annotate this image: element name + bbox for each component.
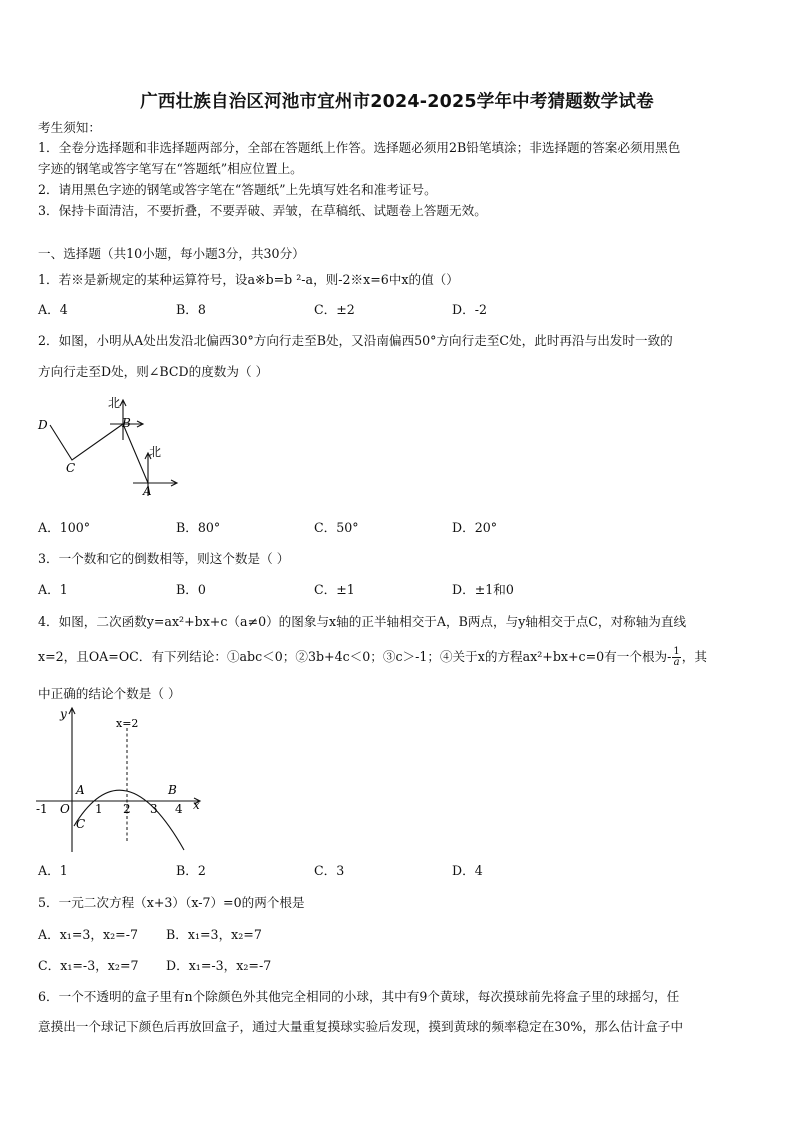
q4-option-d: D．4 bbox=[452, 863, 483, 878]
tick-label: -1 bbox=[36, 802, 48, 816]
point-b-label: B bbox=[168, 783, 177, 797]
question-2-stem-cont: 方向行走至D处，则∠BCD的度数为（ ） bbox=[38, 364, 269, 379]
q5-option-c: C．x₁=-3，x₂=7 bbox=[38, 958, 139, 973]
question-6-stem: 6．一个不透明的盒子里有n个除颜色外其他完全相同的小球，其中有9个黄球，每次摸球前先将盒子里的球摇匀，任 bbox=[38, 989, 680, 1004]
q2-option-c: C．50° bbox=[314, 520, 359, 535]
fraction-denominator: a bbox=[673, 657, 680, 668]
q1-option-d: D．-2 bbox=[452, 302, 487, 317]
notice-item: 2．请用黑色字迹的钢笔或答字笔在“答题纸”上先填写姓名和准考证号。 bbox=[38, 182, 437, 197]
q5-option-d: D．x₁=-3，x₂=-7 bbox=[166, 958, 272, 973]
page-title: 广西壮族自治区河池市宜州市2024-2025学年中考猜题数学试卷 bbox=[140, 92, 654, 112]
q1-option-b: B．8 bbox=[176, 302, 206, 317]
tick-label: 4 bbox=[175, 802, 183, 816]
q4-option-c: C．3 bbox=[314, 863, 345, 878]
q2-option-d: D．20° bbox=[452, 520, 498, 535]
q2-option-a: A．100° bbox=[38, 520, 91, 535]
q4-option-b: B．2 bbox=[176, 863, 206, 878]
origin-label: O bbox=[60, 802, 70, 816]
x-axis-label: x bbox=[193, 798, 200, 812]
notice-item: 字迹的钢笔或答字笔写在“答题纸”相应位置上。 bbox=[38, 161, 303, 176]
tick-label: 3 bbox=[150, 802, 158, 816]
tick-label: 2 bbox=[123, 802, 131, 816]
q4-line-tail: ，其 bbox=[681, 649, 707, 664]
question-3-stem: 3．一个数和它的倒数相等，则这个数是（ ） bbox=[38, 551, 290, 566]
point-c-label: C bbox=[76, 817, 86, 831]
section-heading: 一、选择题（共10小题，每小题3分，共30分） bbox=[38, 246, 305, 261]
notice-item: 3．保持卡面清洁，不要折叠，不要弄破、弄皱，在草稿纸、试题卷上答题无效。 bbox=[38, 203, 487, 218]
q3-option-a: A．1 bbox=[38, 582, 68, 597]
question-5-stem: 5．一元二次方程（x+3）（x-7）=0的两个根是 bbox=[38, 895, 305, 910]
notice-item: 1．全卷分选择题和非选择题两部分，全部在答题纸上作答。选择题必须用2B铅笔填涂；非选择题的答案必须用黑色 bbox=[38, 140, 681, 155]
q3-option-d: D．±1和0 bbox=[452, 582, 514, 597]
q4-conclusions-text: x=2，且OA=OC．有下列结论：①abc＜0；②3b+4c＜0；③c＞-1；④关于x的方程ax²+bx+c=0有一个根为- bbox=[38, 649, 672, 664]
point-d-label: D bbox=[38, 418, 48, 432]
question-4-stem-cont: 中正确的结论个数是（ ） bbox=[38, 686, 181, 701]
point-a-label: A bbox=[76, 783, 85, 797]
q3-option-b: B．0 bbox=[176, 582, 206, 597]
north-label: 北 bbox=[108, 396, 121, 410]
fraction-one-over-a bbox=[672, 647, 680, 668]
question-4-stem: 4．如图，二次函数y=ax²+bx+c（a≠0）的图象与x轴的正半轴相交于A，B两点，与y轴相交于点C，对称轴为直线 bbox=[38, 614, 687, 629]
notice-heading: 考生须知： bbox=[38, 120, 101, 135]
q1-option-c: C．±2 bbox=[314, 302, 355, 317]
point-c-label: C bbox=[66, 461, 76, 475]
point-a-label: A bbox=[143, 484, 152, 498]
fraction-numerator: 1 bbox=[673, 646, 680, 657]
q5-option-a: A．x₁=3，x₂=-7 bbox=[38, 927, 138, 942]
north-label: 北 bbox=[149, 445, 162, 459]
question-1-stem: 1．若※是新规定的某种运算符号，设a※b=b ²-a，则-2※x=6中x的值（） bbox=[38, 272, 459, 287]
question-6-stem-cont: 意摸出一个球记下颜色后再放回盒子，通过大量重复摸球实验后发现，摸到黄球的频率稳定在30%，那么估计盒子中 bbox=[38, 1019, 684, 1034]
point-b-label: B bbox=[122, 416, 131, 430]
q3-option-c: C．±1 bbox=[314, 582, 355, 597]
tick-label: 1 bbox=[95, 802, 103, 816]
y-axis-label: y bbox=[60, 707, 67, 721]
symmetry-axis-label: x=2 bbox=[116, 717, 139, 730]
question-4-stem-cont bbox=[38, 647, 707, 668]
q4-parabola-graph bbox=[32, 704, 212, 858]
q5-option-b: B．x₁=3，x₂=7 bbox=[166, 927, 262, 942]
q4-option-a: A．1 bbox=[38, 863, 68, 878]
q1-option-a: A．4 bbox=[38, 302, 68, 317]
question-2-stem: 2．如图，小明从A处出发沿北偏西30°方向行走至B处，又沿南偏西50°方向行走至C处，此时再沿与出发时一致的 bbox=[38, 333, 673, 348]
q2-option-b: B．80° bbox=[176, 520, 221, 535]
q2-direction-figure bbox=[30, 388, 190, 506]
